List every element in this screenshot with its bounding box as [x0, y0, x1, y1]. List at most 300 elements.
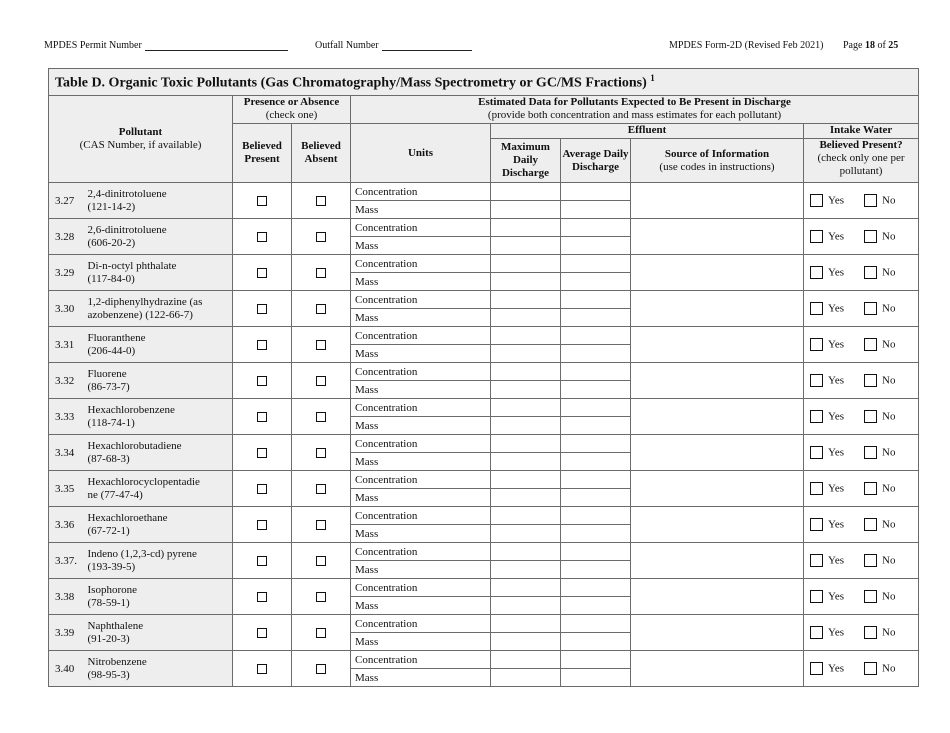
intake-no-option[interactable]	[864, 626, 918, 639]
intake-believed-present	[804, 219, 919, 255]
intake-yes-checkbox[interactable]	[810, 590, 823, 603]
page-total: 25	[888, 40, 899, 51]
pollutant-name-text: Indeno (1,2,3-cd) pyrene	[87, 547, 197, 560]
intake-no-checkbox[interactable]	[864, 590, 877, 603]
believed-present-checkbox[interactable]	[257, 340, 267, 350]
table-row	[49, 183, 919, 201]
avg-daily-concentration-field[interactable]	[561, 507, 631, 525]
table-row	[49, 363, 919, 381]
units-concentration: Concentration	[351, 399, 491, 417]
intake-yes-checkbox[interactable]	[810, 302, 823, 315]
pollutant-name	[86, 327, 233, 363]
avg-daily-concentration-field[interactable]	[561, 255, 631, 273]
pollutant-number: 3.33	[49, 399, 86, 435]
max-daily-concentration-field[interactable]	[491, 615, 561, 633]
pollutant-name-text: Hexachloroethane	[87, 511, 168, 524]
intake-no-label: No	[882, 266, 896, 279]
believed-absent-checkbox[interactable]	[316, 520, 326, 530]
pollutant-cas: (117-84-0)	[87, 272, 135, 285]
believed-present-cell	[233, 507, 292, 543]
intake-no-label: No	[882, 626, 896, 639]
intake-yes-checkbox[interactable]	[810, 338, 823, 351]
intake-yes-label: Yes	[828, 626, 845, 639]
believed-absent-checkbox[interactable]	[316, 592, 326, 602]
units-mass: Mass	[351, 201, 491, 219]
believed-absent-cell	[292, 615, 351, 651]
avg-daily-mass-field[interactable]	[561, 273, 631, 291]
believed-absent-cell	[292, 435, 351, 471]
pollutant-number: 3.36	[49, 507, 86, 543]
intake-yes-option[interactable]	[810, 410, 864, 423]
pollutant-number: 3.31	[49, 327, 86, 363]
intake-no-label: No	[882, 446, 896, 459]
intake-no-checkbox[interactable]	[864, 302, 877, 315]
outfall-number-label: Outfall Number	[315, 40, 379, 51]
intake-yes-checkbox[interactable]	[810, 518, 823, 531]
units-mass: Mass	[351, 525, 491, 543]
intake-no-option[interactable]	[864, 590, 918, 603]
pollutant-name-text: 2,6-dinitrotoluene	[87, 223, 167, 236]
avg-daily-mass-field[interactable]	[561, 237, 631, 255]
intake-yes-label: Yes	[828, 230, 845, 243]
units-mass: Mass	[351, 669, 491, 687]
intake-no-checkbox[interactable]	[864, 446, 877, 459]
avg-daily-concentration-field[interactable]	[561, 219, 631, 237]
believed-absent-cell	[292, 255, 351, 291]
table-row	[49, 579, 919, 597]
units-mass: Mass	[351, 633, 491, 651]
believed-present-checkbox[interactable]	[257, 484, 267, 494]
intake-believed-present	[804, 399, 919, 435]
believed-absent-checkbox[interactable]	[316, 664, 326, 674]
max-daily-concentration-field[interactable]	[491, 219, 561, 237]
avg-daily-concentration-field[interactable]	[561, 399, 631, 417]
intake-yes-checkbox[interactable]	[810, 662, 823, 675]
max-daily-concentration-field[interactable]	[491, 543, 561, 561]
believed-present-cell	[233, 183, 292, 219]
intake-no-option[interactable]	[864, 554, 918, 567]
believed-present-checkbox[interactable]	[257, 520, 267, 530]
intake-yes-label: Yes	[828, 302, 845, 315]
pollutant-name	[86, 363, 233, 399]
intake-no-label: No	[882, 482, 896, 495]
units-concentration: Concentration	[351, 363, 491, 381]
avg-daily-concentration-field[interactable]	[561, 363, 631, 381]
intake-no-checkbox[interactable]	[864, 194, 877, 207]
intake-yes-checkbox[interactable]	[810, 482, 823, 495]
max-daily-mass-field[interactable]	[491, 525, 561, 543]
avg-daily-concentration-field[interactable]	[561, 543, 631, 561]
believed-absent-cell	[292, 579, 351, 615]
pollutant-number: 3.29	[49, 255, 86, 291]
max-daily-concentration-field[interactable]	[491, 435, 561, 453]
avg-daily-mass-field[interactable]	[561, 489, 631, 507]
intake-believed-present	[804, 327, 919, 363]
believed-present-cell	[233, 219, 292, 255]
intake-yes-label: Yes	[828, 266, 845, 279]
intake-no-option[interactable]	[864, 230, 918, 243]
max-daily-concentration-field[interactable]	[491, 651, 561, 669]
max-daily-mass-field[interactable]	[491, 273, 561, 291]
believed-absent-checkbox[interactable]	[316, 340, 326, 350]
units-concentration: Concentration	[351, 219, 491, 237]
pollutant-name-text: Hexachlorobutadiene	[87, 439, 182, 452]
believed-present-cell	[233, 291, 292, 327]
header-effluent: Effluent	[491, 124, 804, 139]
intake-yes-option[interactable]	[810, 518, 864, 531]
table-row	[49, 219, 919, 237]
intake-no-option[interactable]	[864, 338, 918, 351]
believed-present-cell	[233, 255, 292, 291]
pollutant-name-text: 1,2-diphenylhydrazine (as	[87, 295, 203, 308]
believed-absent-cell	[292, 543, 351, 579]
pollutant-cas: (193-39-5)	[87, 560, 136, 573]
pollutant-number: 3.27	[49, 183, 86, 219]
units-mass: Mass	[351, 237, 491, 255]
max-daily-concentration-field[interactable]	[491, 579, 561, 597]
pollutant-number: 3.28	[49, 219, 86, 255]
avg-daily-concentration-field[interactable]	[561, 615, 631, 633]
max-daily-concentration-field[interactable]	[491, 363, 561, 381]
believed-present-cell	[233, 399, 292, 435]
pollutant-name	[86, 543, 233, 579]
pollutant-number: 3.39	[49, 615, 86, 651]
believed-absent-cell	[292, 651, 351, 687]
pollutant-number: 3.40	[49, 651, 86, 687]
header-pollutant: Pollutant (CAS Number, if available)	[49, 96, 233, 183]
units-mass: Mass	[351, 561, 491, 579]
avg-daily-mass-field[interactable]	[561, 201, 631, 219]
pollutant-number: 3.32	[49, 363, 86, 399]
believed-present-checkbox[interactable]	[257, 376, 267, 386]
page-header	[0, 40, 950, 56]
intake-no-checkbox[interactable]	[864, 482, 877, 495]
intake-no-label: No	[882, 590, 896, 603]
believed-absent-checkbox[interactable]	[316, 268, 326, 278]
max-daily-mass-field[interactable]	[491, 237, 561, 255]
pollutant-name	[86, 183, 233, 219]
intake-yes-option[interactable]	[810, 662, 864, 675]
max-daily-concentration-field[interactable]	[491, 327, 561, 345]
units-mass: Mass	[351, 309, 491, 327]
intake-yes-option[interactable]	[810, 446, 864, 459]
believed-present-checkbox[interactable]	[257, 628, 267, 638]
header-max-daily: Maximum Daily Discharge	[491, 139, 561, 183]
header-believed-present: Believed Present	[233, 124, 292, 183]
believed-absent-cell	[292, 291, 351, 327]
units-mass: Mass	[351, 273, 491, 291]
pollutant-number: 3.38	[49, 579, 86, 615]
believed-absent-cell	[292, 399, 351, 435]
believed-present-checkbox[interactable]	[257, 592, 267, 602]
believed-absent-cell	[292, 471, 351, 507]
pollutant-number: 3.30	[49, 291, 86, 327]
pollutant-name	[86, 507, 233, 543]
max-daily-mass-field[interactable]	[491, 597, 561, 615]
units-concentration: Concentration	[351, 471, 491, 489]
intake-yes-option[interactable]	[810, 266, 864, 279]
believed-absent-checkbox[interactable]	[316, 304, 326, 314]
intake-yes-checkbox[interactable]	[810, 266, 823, 279]
table-title: Table D. Organic Toxic Pollutants (Gas Chromatography/Mass Spectrometry or GC/MS Fractions) $^1$	[49, 69, 919, 96]
avg-daily-concentration-field[interactable]	[561, 579, 631, 597]
intake-yes-checkbox[interactable]	[810, 626, 823, 639]
pollutant-name-text: Di-n-octyl phthalate	[87, 259, 177, 272]
permit-number-blank[interactable]	[145, 40, 288, 51]
max-daily-mass-field[interactable]	[491, 381, 561, 399]
avg-daily-concentration-field[interactable]	[561, 471, 631, 489]
avg-daily-mass-field[interactable]	[561, 633, 631, 651]
intake-no-checkbox[interactable]	[864, 626, 877, 639]
believed-absent-checkbox[interactable]	[316, 376, 326, 386]
intake-yes-label: Yes	[828, 554, 845, 567]
intake-no-option[interactable]	[864, 518, 918, 531]
believed-absent-checkbox[interactable]	[316, 628, 326, 638]
units-concentration: Concentration	[351, 651, 491, 669]
intake-no-label: No	[882, 410, 896, 423]
intake-yes-option[interactable]	[810, 374, 864, 387]
intake-no-checkbox[interactable]	[864, 410, 877, 423]
intake-yes-label: Yes	[828, 518, 845, 531]
units-concentration: Concentration	[351, 327, 491, 345]
intake-believed-present	[804, 255, 919, 291]
intake-no-label: No	[882, 662, 896, 675]
intake-no-checkbox[interactable]	[864, 266, 877, 279]
intake-no-checkbox[interactable]	[864, 662, 877, 675]
max-daily-mass-field[interactable]	[491, 453, 561, 471]
table-row	[49, 327, 919, 345]
units-concentration: Concentration	[351, 579, 491, 597]
intake-no-checkbox[interactable]	[864, 554, 877, 567]
intake-yes-checkbox[interactable]	[810, 446, 823, 459]
max-daily-mass-field[interactable]	[491, 489, 561, 507]
intake-yes-label: Yes	[828, 410, 845, 423]
intake-no-option[interactable]	[864, 662, 918, 675]
intake-no-checkbox[interactable]	[864, 230, 877, 243]
pollutant-name	[86, 291, 233, 327]
believed-absent-cell	[292, 183, 351, 219]
believed-absent-cell	[292, 219, 351, 255]
header-presence: Presence or Absence (check one)	[233, 96, 351, 124]
believed-present-cell	[233, 543, 292, 579]
max-daily-mass-field[interactable]	[491, 417, 561, 435]
intake-yes-option[interactable]	[810, 482, 864, 495]
believed-absent-checkbox[interactable]	[316, 556, 326, 566]
intake-no-option[interactable]	[864, 266, 918, 279]
source-of-information-field[interactable]	[631, 615, 804, 651]
outfall-number-field[interactable]	[315, 40, 472, 51]
avg-daily-mass-field[interactable]	[561, 417, 631, 435]
intake-yes-option[interactable]	[810, 338, 864, 351]
pollutant-name-text: Naphthalene	[87, 619, 144, 632]
source-of-information-field[interactable]	[631, 399, 804, 435]
pollutant-name-text: 2,4-dinitrotoluene	[87, 187, 167, 200]
intake-believed-present	[804, 651, 919, 687]
outfall-number-blank[interactable]	[382, 40, 472, 51]
pollutant-rows	[49, 183, 919, 687]
max-daily-mass-field[interactable]	[491, 201, 561, 219]
max-daily-concentration-field[interactable]	[491, 507, 561, 525]
max-daily-mass-field[interactable]	[491, 345, 561, 363]
intake-believed-present	[804, 363, 919, 399]
believed-absent-checkbox[interactable]	[316, 448, 326, 458]
source-of-information-field[interactable]	[631, 291, 804, 327]
pollutant-cas: (606-20-2)	[87, 236, 136, 249]
intake-no-checkbox[interactable]	[864, 338, 877, 351]
title-footnote: 1	[650, 72, 655, 83]
units-concentration: Concentration	[351, 291, 491, 309]
max-daily-concentration-field[interactable]	[491, 399, 561, 417]
believed-present-cell	[233, 471, 292, 507]
avg-daily-mass-field[interactable]	[561, 453, 631, 471]
pollutant-name	[86, 615, 233, 651]
intake-yes-option[interactable]	[810, 626, 864, 639]
max-daily-concentration-field[interactable]	[491, 183, 561, 201]
max-daily-concentration-field[interactable]	[491, 291, 561, 309]
intake-yes-label: Yes	[828, 194, 845, 207]
intake-yes-label: Yes	[828, 482, 845, 495]
believed-present-cell	[233, 435, 292, 471]
header-estimated: Estimated Data for Pollutants Expected to Be Present in Discharge (provide both concentration and mass estimates for each pollutant)	[351, 96, 919, 124]
max-daily-mass-field[interactable]	[491, 309, 561, 327]
intake-no-label: No	[882, 554, 896, 567]
max-daily-mass-field[interactable]	[491, 561, 561, 579]
table-row	[49, 291, 919, 309]
units-concentration: Concentration	[351, 435, 491, 453]
source-of-information-field[interactable]	[631, 579, 804, 615]
header-intake: Intake Water	[804, 124, 919, 139]
pollutant-name-text: Hexachlorobenzene	[87, 403, 175, 416]
avg-daily-concentration-field[interactable]	[561, 327, 631, 345]
pollutant-cas: (206-44-0)	[87, 344, 136, 357]
intake-believed-present	[804, 543, 919, 579]
intake-yes-option[interactable]	[810, 590, 864, 603]
avg-daily-mass-field[interactable]	[561, 561, 631, 579]
source-of-information-field[interactable]	[631, 363, 804, 399]
intake-yes-checkbox[interactable]	[810, 230, 823, 243]
source-of-information-field[interactable]	[631, 507, 804, 543]
intake-yes-label: Yes	[828, 590, 845, 603]
pollutant-number: 3.34	[49, 435, 86, 471]
believed-absent-checkbox[interactable]	[316, 484, 326, 494]
avg-daily-concentration-field[interactable]	[561, 651, 631, 669]
avg-daily-mass-field[interactable]	[561, 381, 631, 399]
avg-daily-mass-field[interactable]	[561, 525, 631, 543]
max-daily-concentration-field[interactable]	[491, 471, 561, 489]
avg-daily-mass-field[interactable]	[561, 345, 631, 363]
intake-no-option[interactable]	[864, 410, 918, 423]
intake-yes-checkbox[interactable]	[810, 410, 823, 423]
intake-believed-present	[804, 471, 919, 507]
max-daily-mass-field[interactable]	[491, 633, 561, 651]
source-of-information-field[interactable]	[631, 651, 804, 687]
intake-believed-present	[804, 579, 919, 615]
intake-yes-label: Yes	[828, 338, 845, 351]
believed-present-cell	[233, 327, 292, 363]
max-daily-concentration-field[interactable]	[491, 255, 561, 273]
organic-toxic-pollutants-table	[48, 68, 919, 687]
intake-no-option[interactable]	[864, 194, 918, 207]
source-of-information-field[interactable]	[631, 435, 804, 471]
believed-present-checkbox[interactable]	[257, 196, 267, 206]
pollutant-number: 3.37.	[49, 543, 86, 579]
intake-no-option[interactable]	[864, 482, 918, 495]
pollutant-name	[86, 471, 233, 507]
table-row	[49, 543, 919, 561]
believed-present-checkbox[interactable]	[257, 664, 267, 674]
intake-yes-option[interactable]	[810, 554, 864, 567]
table-row	[49, 435, 919, 453]
believed-absent-checkbox[interactable]	[316, 196, 326, 206]
source-of-information-field[interactable]	[631, 327, 804, 363]
intake-believed-present	[804, 615, 919, 651]
intake-yes-label: Yes	[828, 662, 845, 675]
believed-present-checkbox[interactable]	[257, 268, 267, 278]
pollutant-name-text: Fluoranthene	[87, 331, 146, 344]
pollutant-name-text: Hexachlorocyclopentadie	[87, 475, 200, 488]
intake-no-option[interactable]	[864, 374, 918, 387]
source-of-information-field[interactable]	[631, 471, 804, 507]
avg-daily-concentration-field[interactable]	[561, 183, 631, 201]
pollutant-name	[86, 435, 233, 471]
intake-no-label: No	[882, 230, 896, 243]
source-of-information-field[interactable]	[631, 543, 804, 579]
units-mass: Mass	[351, 597, 491, 615]
believed-present-checkbox[interactable]	[257, 448, 267, 458]
pollutant-name	[86, 399, 233, 435]
intake-yes-option[interactable]	[810, 302, 864, 315]
believed-absent-checkbox[interactable]	[316, 232, 326, 242]
believed-present-checkbox[interactable]	[257, 556, 267, 566]
source-of-information-field[interactable]	[631, 219, 804, 255]
table-row	[49, 471, 919, 489]
believed-absent-checkbox[interactable]	[316, 412, 326, 422]
pollutant-cas: (98-95-3)	[87, 668, 130, 681]
units-mass: Mass	[351, 417, 491, 435]
believed-present-cell	[233, 615, 292, 651]
intake-yes-option[interactable]	[810, 230, 864, 243]
units-concentration: Concentration	[351, 543, 491, 561]
intake-yes-option[interactable]	[810, 194, 864, 207]
intake-no-label: No	[882, 302, 896, 315]
intake-no-option[interactable]	[864, 302, 918, 315]
pollutant-cas: (67-72-1)	[87, 524, 130, 537]
avg-daily-mass-field[interactable]	[561, 309, 631, 327]
max-daily-mass-field[interactable]	[491, 669, 561, 687]
believed-present-checkbox[interactable]	[257, 412, 267, 422]
intake-believed-present	[804, 183, 919, 219]
source-of-information-field[interactable]	[631, 255, 804, 291]
source-of-information-field[interactable]	[631, 183, 804, 219]
avg-daily-mass-field[interactable]	[561, 597, 631, 615]
intake-yes-checkbox[interactable]	[810, 194, 823, 207]
intake-no-option[interactable]	[864, 446, 918, 459]
avg-daily-mass-field[interactable]	[561, 669, 631, 687]
intake-yes-checkbox[interactable]	[810, 554, 823, 567]
permit-number-field[interactable]	[44, 40, 288, 51]
believed-present-checkbox[interactable]	[257, 304, 267, 314]
pollutant-name	[86, 255, 233, 291]
intake-yes-checkbox[interactable]	[810, 374, 823, 387]
believed-absent-cell	[292, 363, 351, 399]
units-concentration: Concentration	[351, 615, 491, 633]
pollutant-name-text: Fluorene	[87, 367, 127, 380]
avg-daily-concentration-field[interactable]	[561, 291, 631, 309]
intake-no-checkbox[interactable]	[864, 374, 877, 387]
avg-daily-concentration-field[interactable]	[561, 435, 631, 453]
believed-present-checkbox[interactable]	[257, 232, 267, 242]
intake-no-checkbox[interactable]	[864, 518, 877, 531]
